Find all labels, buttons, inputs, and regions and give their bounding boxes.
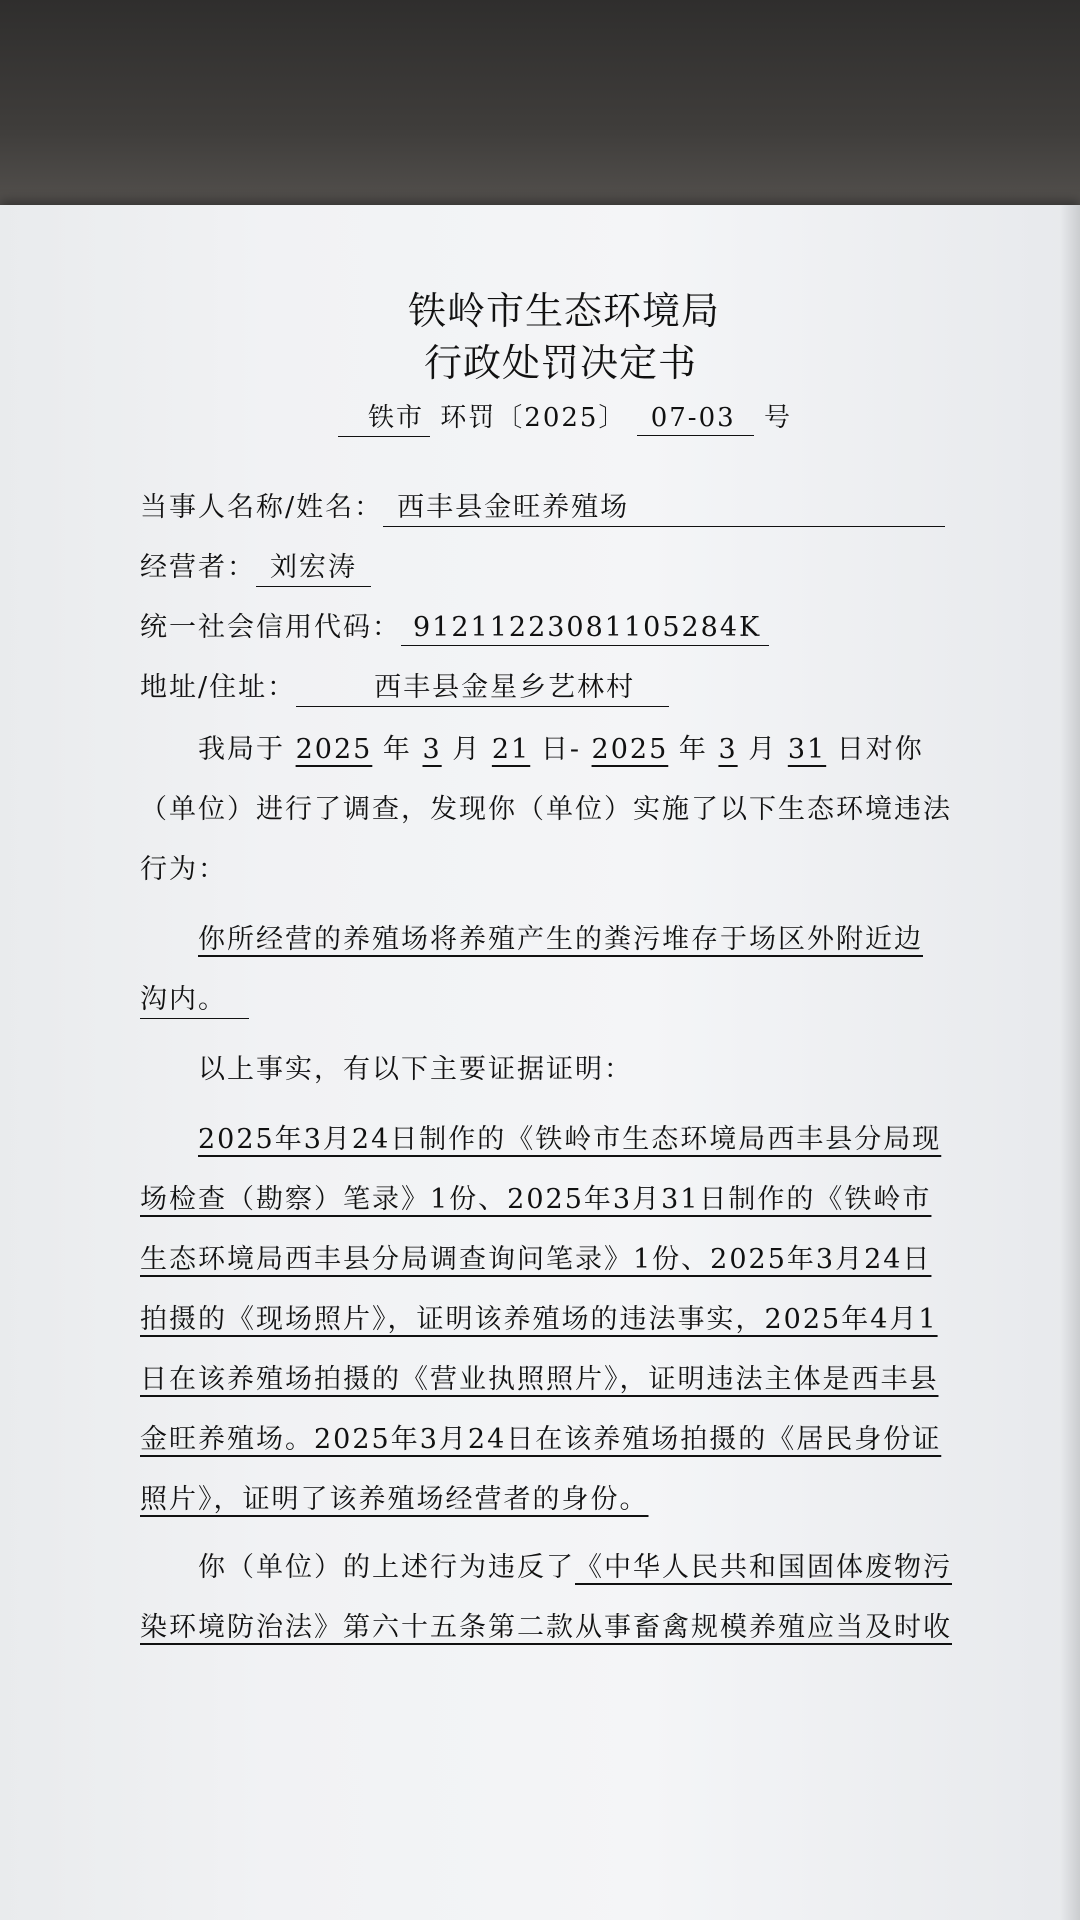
- start-day: 21: [491, 734, 531, 765]
- party-name-row: [140, 485, 980, 527]
- text-year-2: 年: [678, 734, 708, 765]
- doc-number-suffix: 号: [763, 403, 792, 433]
- evidence-line-2: 场检查（勘察）笔录》1份、2025年3月31日制作的《铁岭市: [140, 1184, 932, 1215]
- law-line-1-text: 你（单位）的上述行为违反了: [198, 1552, 575, 1583]
- evidence-line-1: 2025年3月24日制作的《铁岭市生态环境局西丰县分局现: [198, 1124, 942, 1155]
- text-year: 年: [382, 734, 412, 765]
- address-label: 地址/住址：: [140, 672, 297, 703]
- text-day-dash: 日-: [540, 734, 581, 765]
- evidence-intro: 以上事实，有以下主要证据证明：: [198, 1054, 633, 1085]
- evidence-line-7: 照片》，证明了该养殖场经营者的身份。: [140, 1484, 649, 1515]
- investigation-line-3: 行为：: [140, 854, 227, 885]
- address-row: [140, 665, 980, 707]
- law-line-1: [198, 1545, 1038, 1584]
- evidence-line-5: 日在该养殖场拍摄的《营业执照照片》，证明违法主体是西丰县: [140, 1364, 939, 1395]
- evidence-line-6: 金旺养殖场。2025年3月24日在该养殖场拍摄的《居民身份证: [140, 1424, 942, 1455]
- violation-line-2-text: 沟内。: [140, 977, 249, 1019]
- start-month: 3: [422, 734, 442, 765]
- document-type-title: 行政处罚决定书: [424, 341, 698, 385]
- credit-code-row: [140, 605, 980, 646]
- operator-label: 经营者：: [140, 552, 256, 583]
- violation-line-1: 你所经营的养殖场将养殖产生的粪污堆存于场区外附近边: [198, 924, 923, 955]
- violation-line-2: [140, 977, 980, 1019]
- address-value: 西丰县金星乡艺林村: [296, 665, 669, 707]
- doc-number-middle: 环罚〔2025〕: [440, 403, 627, 433]
- credit-code-label: 统一社会信用代码：: [140, 612, 401, 643]
- page-edge-shadow: [1060, 205, 1080, 1920]
- investigation-period: [198, 727, 1038, 766]
- end-day: 31: [787, 734, 827, 765]
- doc-number-value: 07-03: [637, 403, 754, 436]
- evidence-line-4: 拍摄的《现场照片》，证明该养殖场的违法事实，2025年4月1: [140, 1304, 938, 1335]
- text-wo-ju-yu: 我局于: [198, 734, 285, 765]
- agency-title: 铁岭市生态环境局: [408, 289, 721, 333]
- party-name-value: 西丰县金旺养殖场: [383, 485, 945, 527]
- evidence-line-3: 生态环境局西丰县分局调查询问笔录》1份、2025年3月24日: [140, 1244, 932, 1275]
- table-background: [0, 0, 1080, 215]
- law-name-part-1: 《中华人民共和国固体废物污: [575, 1552, 952, 1583]
- end-month: 3: [718, 734, 738, 765]
- end-year: 2025: [591, 734, 669, 765]
- operator-row: [140, 545, 980, 587]
- document-page: [0, 205, 1080, 1920]
- document-number: [338, 397, 792, 437]
- law-line-2: 染环境防治法》第六十五条第二款从事畜禽规模养殖应当及时收: [140, 1612, 952, 1643]
- start-year: 2025: [295, 734, 373, 765]
- doc-number-prefix: 铁市: [338, 397, 430, 437]
- party-name-label: 当事人名称/姓名：: [140, 492, 384, 523]
- operator-value: 刘宏涛: [256, 545, 371, 587]
- text-day-to-you: 日对你: [836, 734, 924, 765]
- text-month-2: 月: [748, 734, 778, 765]
- text-month: 月: [452, 734, 482, 765]
- credit-code-value: 91211223081105284K: [401, 612, 769, 646]
- investigation-line-2: （单位）进行了调查，发现你（单位）实施了以下生态环境违法: [140, 794, 952, 825]
